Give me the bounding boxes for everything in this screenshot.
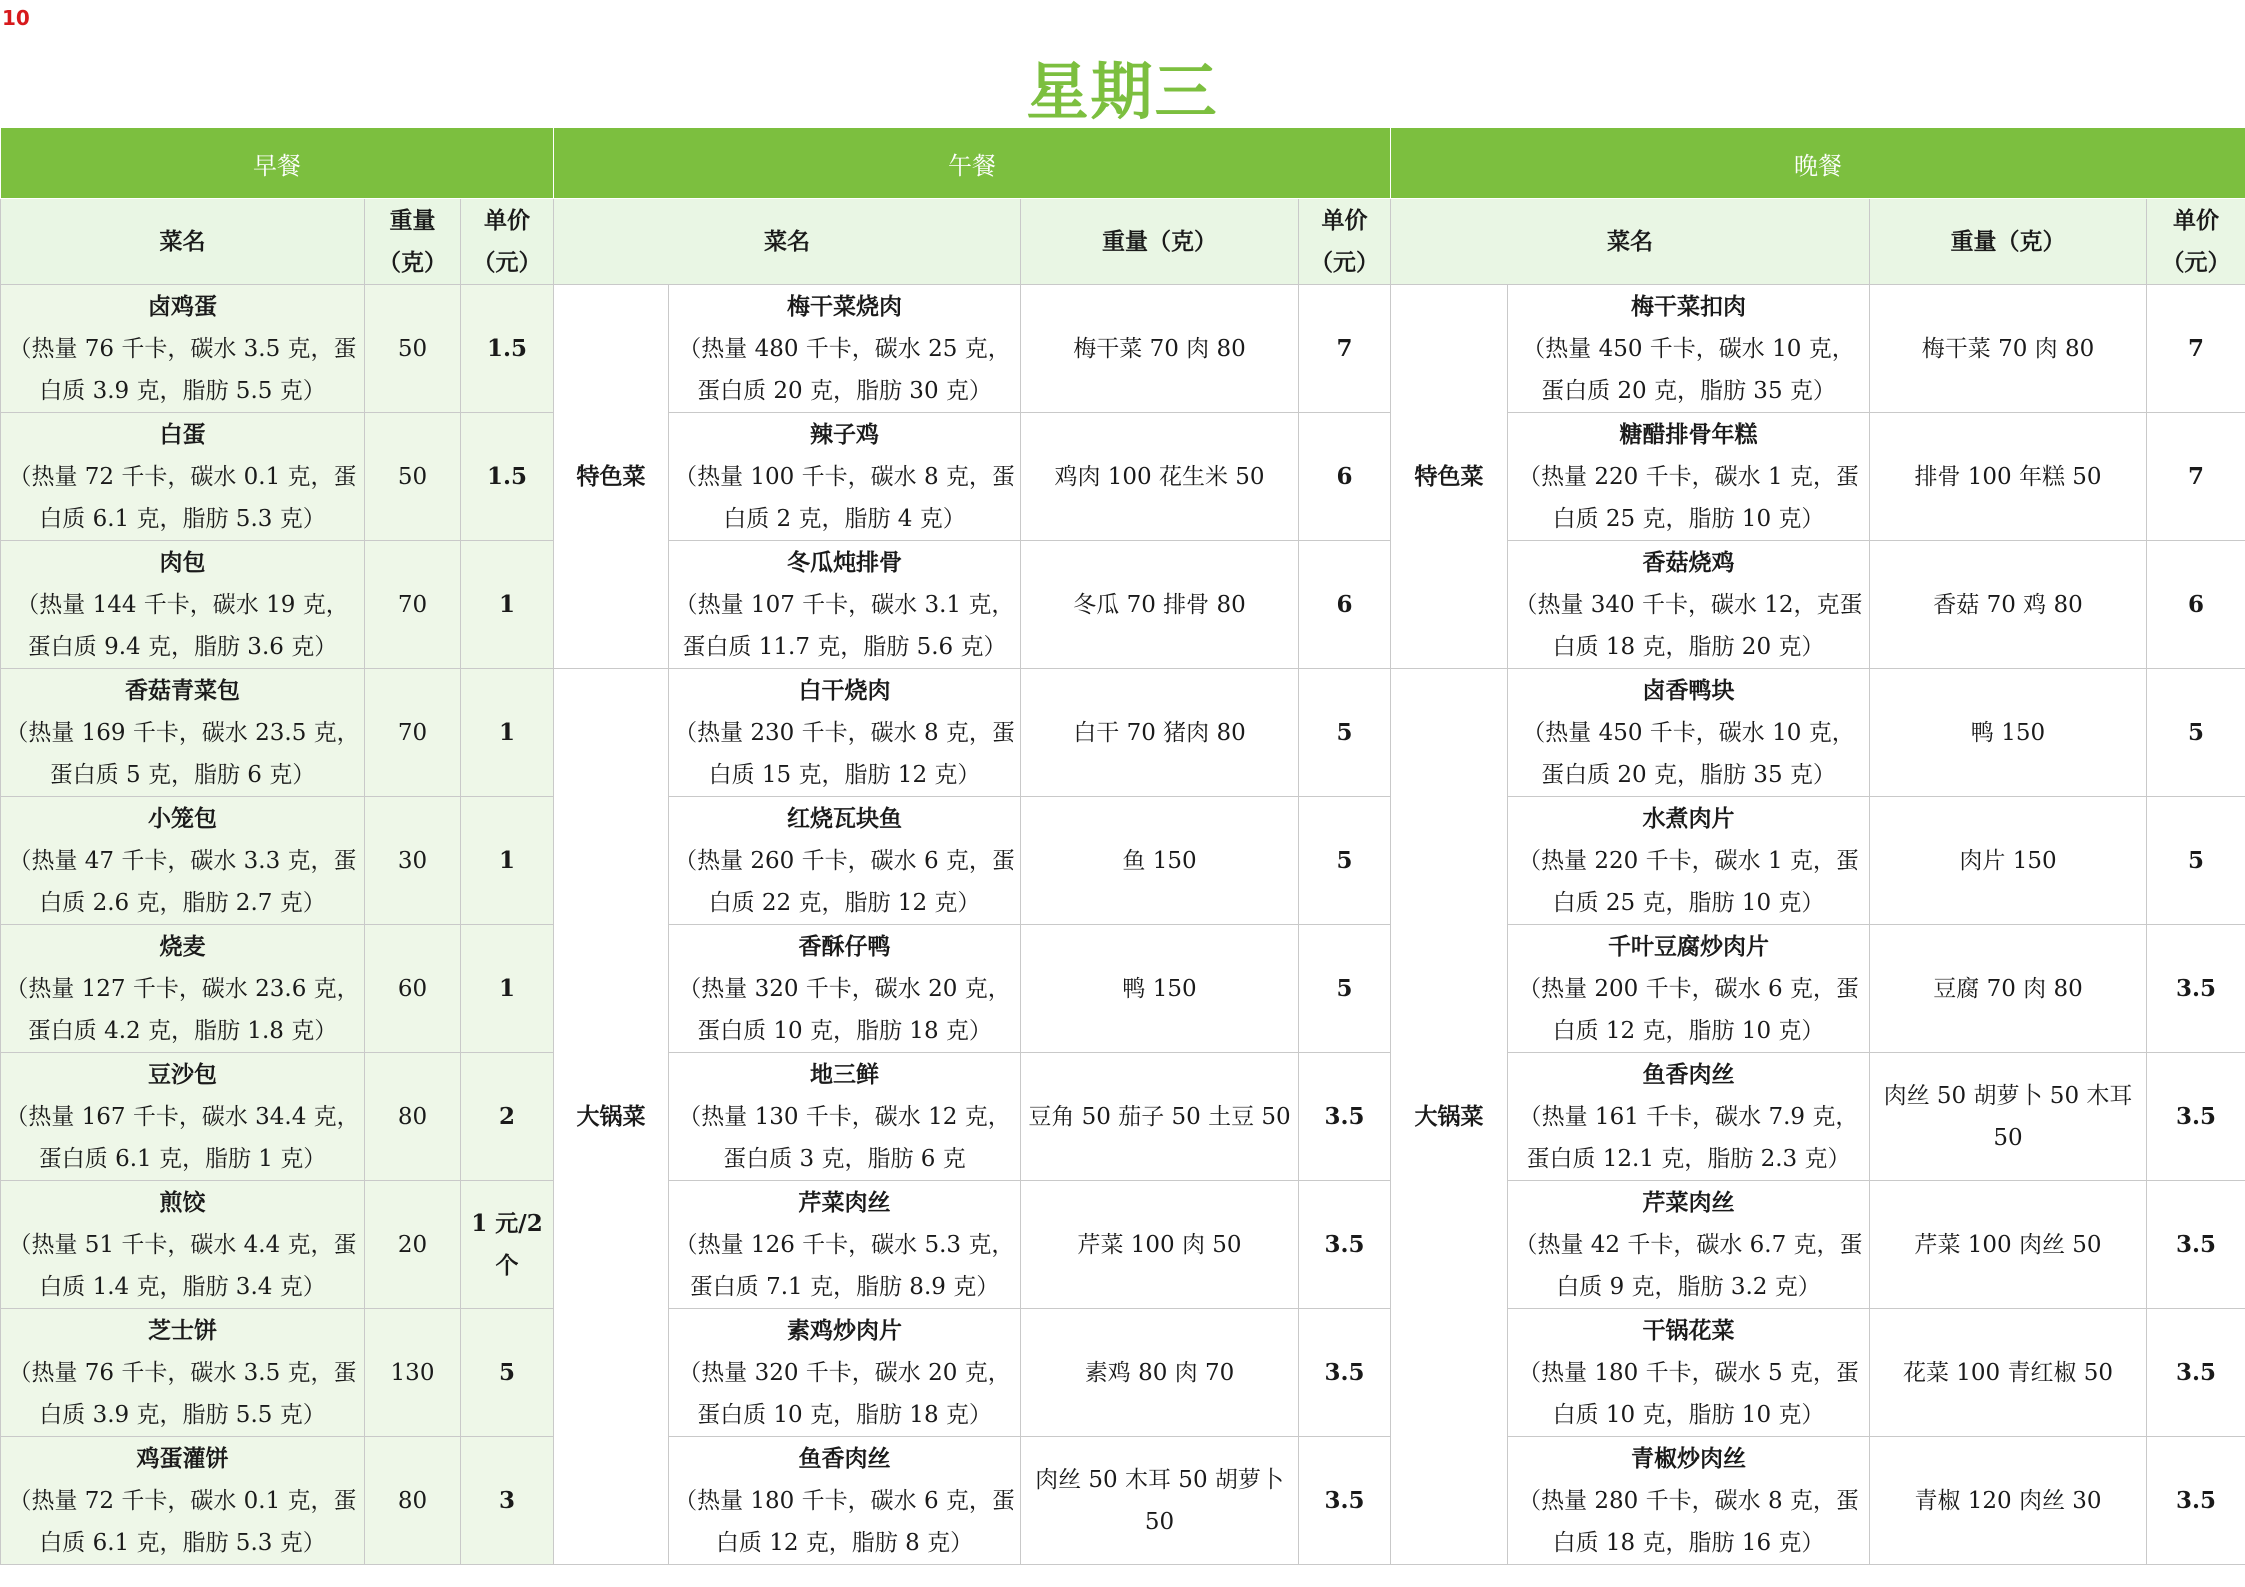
weight-cell: 白干 70 猪肉 80	[1021, 669, 1299, 797]
table-row	[1, 541, 2245, 669]
dish-cell	[1508, 1181, 1870, 1309]
dish-cell	[1, 1181, 365, 1309]
dish-name: 卤香鸭块	[1642, 676, 1735, 704]
dish-nutrition: （热量 72 千卡，碳水 0.1 克，蛋白质 6.1 克，脂肪 5.3 克）	[8, 1487, 357, 1556]
table-row	[1, 925, 2245, 1053]
dish-name: 鸡蛋灌饼	[136, 1444, 229, 1472]
dish-cell	[669, 925, 1021, 1053]
dish-nutrition: （热量 260 千卡，碳水 6 克，蛋白质 22 克，脂肪 12 克）	[674, 847, 1015, 916]
dish-name: 梅干菜烧肉	[787, 292, 902, 320]
dish-nutrition: （热量 180 千卡，碳水 5 克，蛋白质 10 克，脂肪 10 克）	[1518, 1359, 1859, 1428]
weight-cell: 70	[365, 669, 461, 797]
weight-cell: 肉片 150	[1870, 797, 2147, 925]
dish-cell	[669, 1437, 1021, 1565]
price-cell: 1	[461, 797, 554, 925]
dinner-price-header: 单价 （元）	[2147, 199, 2245, 285]
dish-nutrition: （热量 76 千卡，碳水 3.5 克，蛋白质 3.9 克，脂肪 5.5 克）	[8, 1359, 357, 1428]
bf-price-header: 单价 （元）	[461, 199, 554, 285]
dish-cell	[1, 1437, 365, 1565]
table-row	[1, 797, 2245, 925]
weight-cell: 鸭 150	[1021, 925, 1299, 1053]
weight-cell: 素鸡 80 肉 70	[1021, 1309, 1299, 1437]
lunch-dish-header: 菜名	[554, 199, 1021, 285]
weight-cell: 花菜 100 青红椒 50	[1870, 1309, 2147, 1437]
price-cell: 6	[1299, 413, 1391, 541]
price-cell: 3.5	[1299, 1309, 1391, 1437]
price-cell: 5	[1299, 925, 1391, 1053]
price-cell: 5	[1299, 797, 1391, 925]
dish-cell	[1, 541, 365, 669]
dish-nutrition: （热量 42 千卡，碳水 6.7 克，蛋白质 9 克，脂肪 3.2 克）	[1514, 1231, 1863, 1300]
price-cell: 3	[461, 1437, 554, 1565]
weight-cell: 60	[365, 925, 461, 1053]
table-row	[1, 413, 2245, 541]
weight-cell: 70	[365, 541, 461, 669]
dish-name: 水煮肉片	[1642, 804, 1735, 832]
dish-nutrition: （热量 320 千卡，碳水 20 克，蛋白质 10 克，脂肪 18 克）	[678, 1359, 1011, 1428]
price-cell: 2	[461, 1053, 554, 1181]
price-cell: 5	[2147, 797, 2245, 925]
dish-name: 素鸡炒肉片	[787, 1316, 902, 1344]
dinner-category-pot: 大锅菜	[1391, 669, 1508, 1565]
weight-cell: 芹菜 100 肉 50	[1021, 1181, 1299, 1309]
dish-name: 烧麦	[159, 932, 206, 960]
dish-name: 香酥仔鸭	[798, 932, 891, 960]
dish-nutrition: （热量 320 千卡，碳水 20 克，蛋白质 10 克，脂肪 18 克）	[678, 975, 1011, 1044]
price-cell: 7	[1299, 285, 1391, 413]
weight-cell: 豆角 50 茄子 50 土豆 50	[1021, 1053, 1299, 1181]
weight-cell: 肉丝 50 木耳 50 胡萝卜 50	[1021, 1437, 1299, 1565]
dish-cell	[1, 797, 365, 925]
price-cell: 1	[461, 925, 554, 1053]
dish-name: 青椒炒肉丝	[1631, 1444, 1746, 1472]
price-cell: 3.5	[2147, 1181, 2245, 1309]
weight-cell: 鸭 150	[1870, 669, 2147, 797]
dish-cell	[1508, 925, 1870, 1053]
bf-weight-header: 重量 （克）	[365, 199, 461, 285]
dish-nutrition: （热量 76 千卡，碳水 3.5 克，蛋白质 3.9 克，脂肪 5.5 克）	[8, 335, 357, 404]
price-cell: 1	[461, 669, 554, 797]
lunch-weight-header: 重量（克）	[1021, 199, 1299, 285]
price-cell: 1.5	[461, 413, 554, 541]
dish-cell	[1508, 1437, 1870, 1565]
dish-cell	[1508, 285, 1870, 413]
dish-cell	[1, 925, 365, 1053]
dish-cell	[1, 669, 365, 797]
weight-cell: 豆腐 70 肉 80	[1870, 925, 2147, 1053]
dish-name: 香菇青菜包	[125, 676, 240, 704]
dish-name: 小笼包	[148, 804, 217, 832]
dish-cell	[1, 413, 365, 541]
dish-nutrition: （热量 161 千卡，碳水 7.9 克，蛋白质 12.1 克，脂肪 2.3 克）	[1518, 1103, 1859, 1172]
price-cell: 5	[1299, 669, 1391, 797]
dish-nutrition: （热量 167 千卡，碳水 34.4 克，蛋白质 6.1 克，脂肪 1 克）	[5, 1103, 360, 1172]
dish-name: 煎饺	[159, 1188, 206, 1216]
dish-name: 地三鲜	[810, 1060, 879, 1088]
dish-cell	[1, 285, 365, 413]
dish-nutrition: （热量 200 千卡，碳水 6 克，蛋白质 12 克，脂肪 10 克）	[1518, 975, 1859, 1044]
table-row	[1, 1309, 2245, 1437]
price-cell: 1.5	[461, 285, 554, 413]
weight-cell: 冬瓜 70 排骨 80	[1021, 541, 1299, 669]
dish-nutrition: （热量 340 千卡，碳水 12，克蛋白质 18 克，脂肪 20 克）	[1514, 591, 1863, 660]
price-cell: 3.5	[2147, 925, 2245, 1053]
dish-cell	[1, 1053, 365, 1181]
price-cell: 5	[2147, 669, 2245, 797]
column-header-row	[1, 199, 2245, 285]
dish-nutrition: （热量 450 千卡，碳水 10 克，蛋白质 20 克，脂肪 35 克）	[1522, 335, 1855, 404]
dish-cell	[1508, 413, 1870, 541]
dish-name: 干锅花菜	[1642, 1316, 1735, 1344]
dish-name: 白干烧肉	[798, 676, 891, 704]
dish-nutrition: （热量 169 千卡，碳水 23.5 克，蛋白质 5 克，脂肪 6 克）	[5, 719, 360, 788]
dish-name: 鱼香肉丝	[798, 1444, 891, 1472]
dish-name: 肉包	[159, 548, 206, 576]
dish-name: 芹菜肉丝	[1642, 1188, 1735, 1216]
dish-cell	[1508, 541, 1870, 669]
dish-name: 白蛋	[159, 420, 206, 448]
dish-name: 芝士饼	[148, 1316, 217, 1344]
dish-nutrition: （热量 126 千卡，碳水 5.3 克，蛋白质 7.1 克，脂肪 8.9 克）	[674, 1231, 1015, 1300]
weight-cell: 肉丝 50 胡萝卜 50 木耳 50	[1870, 1053, 2147, 1181]
weight-cell: 梅干菜 70 肉 80	[1021, 285, 1299, 413]
weight-cell: 50	[365, 413, 461, 541]
dinner-weight-header: 重量（克）	[1870, 199, 2147, 285]
price-cell: 7	[2147, 285, 2245, 413]
dish-cell	[669, 1309, 1021, 1437]
weight-cell: 130	[365, 1309, 461, 1437]
price-cell: 6	[1299, 541, 1391, 669]
weight-cell: 鸡肉 100 花生米 50	[1021, 413, 1299, 541]
weight-cell: 鱼 150	[1021, 797, 1299, 925]
price-cell: 3.5	[2147, 1053, 2245, 1181]
dish-nutrition: （热量 144 千卡，碳水 19 克，蛋白质 9.4 克，脂肪 3.6 克）	[16, 591, 349, 660]
dinner-category-special: 特色菜	[1391, 285, 1508, 669]
table-row	[1, 1181, 2245, 1309]
dish-nutrition: （热量 180 千卡，碳水 6 克，蛋白质 12 克，脂肪 8 克）	[674, 1487, 1015, 1556]
weight-cell: 排骨 100 年糕 50	[1870, 413, 2147, 541]
dish-nutrition: （热量 220 千卡，碳水 1 克，蛋白质 25 克，脂肪 10 克）	[1518, 463, 1859, 532]
dish-nutrition: （热量 100 千卡，碳水 8 克，蛋白质 2 克，脂肪 4 克）	[674, 463, 1015, 532]
dish-cell	[669, 1181, 1021, 1309]
dinner-header: 晚餐	[1391, 128, 2245, 199]
price-cell: 6	[2147, 541, 2245, 669]
dish-name: 冬瓜炖排骨	[787, 548, 902, 576]
dish-cell	[669, 669, 1021, 797]
weight-cell: 80	[365, 1053, 461, 1181]
table-row	[1, 285, 2245, 413]
dish-name: 豆沙包	[148, 1060, 217, 1088]
lunch-price-header: 单价 （元）	[1299, 199, 1391, 285]
dish-nutrition: （热量 480 千卡，碳水 25 克，蛋白质 20 克，脂肪 30 克）	[678, 335, 1011, 404]
meal-header-row	[1, 128, 2245, 199]
dish-cell	[1508, 1053, 1870, 1181]
weight-cell: 50	[365, 285, 461, 413]
price-cell: 3.5	[1299, 1437, 1391, 1565]
weight-cell: 梅干菜 70 肉 80	[1870, 285, 2147, 413]
dish-name: 红烧瓦块鱼	[787, 804, 902, 832]
weight-cell: 80	[365, 1437, 461, 1565]
weight-cell: 20	[365, 1181, 461, 1309]
breakfast-header: 早餐	[1, 128, 554, 199]
dish-cell	[669, 541, 1021, 669]
dish-name: 梅干菜扣肉	[1631, 292, 1746, 320]
dish-name: 香菇烧鸡	[1642, 548, 1735, 576]
price-cell: 3.5	[2147, 1437, 2245, 1565]
price-cell: 1	[461, 541, 554, 669]
page-title: 星期三	[1026, 55, 1219, 128]
dish-name: 鱼香肉丝	[1642, 1060, 1735, 1088]
dish-nutrition: （热量 130 千卡，碳水 12 克，蛋白质 3 克，脂肪 6 克	[678, 1103, 1011, 1172]
dish-nutrition: （热量 51 千卡，碳水 4.4 克，蛋白质 1.4 克，脂肪 3.4 克）	[8, 1231, 357, 1300]
dish-name: 糖醋排骨年糕	[1619, 420, 1758, 448]
dish-cell	[669, 413, 1021, 541]
table-row	[1, 1437, 2245, 1565]
dish-nutrition: （热量 72 千卡，碳水 0.1 克，蛋白质 6.1 克，脂肪 5.3 克）	[8, 463, 357, 532]
weight-cell: 青椒 120 肉丝 30	[1870, 1437, 2147, 1565]
dish-cell	[1508, 1309, 1870, 1437]
price-cell: 7	[2147, 413, 2245, 541]
dish-cell	[1, 1309, 365, 1437]
dish-name: 辣子鸡	[810, 420, 879, 448]
dish-cell	[1508, 797, 1870, 925]
dish-nutrition: （热量 230 千卡，碳水 8 克，蛋白质 15 克，脂肪 12 克）	[674, 719, 1015, 788]
weight-cell: 芹菜 100 肉丝 50	[1870, 1181, 2147, 1309]
price-cell: 5	[461, 1309, 554, 1437]
table-row	[1, 669, 2245, 797]
lunch-category-pot: 大锅菜	[554, 669, 669, 1565]
dish-nutrition: （热量 220 千卡，碳水 1 克，蛋白质 25 克，脂肪 10 克）	[1518, 847, 1859, 916]
dish-nutrition: （热量 450 千卡，碳水 10 克，蛋白质 20 克，脂肪 35 克）	[1522, 719, 1855, 788]
weight-cell: 30	[365, 797, 461, 925]
lunch-category-special: 特色菜	[554, 285, 669, 669]
dinner-dish-header: 菜名	[1391, 199, 1870, 285]
dish-nutrition: （热量 107 千卡，碳水 3.1 克，蛋白质 11.7 克，脂肪 5.6 克）	[674, 591, 1015, 660]
lunch-header: 午餐	[554, 128, 1391, 199]
dish-cell	[1508, 669, 1870, 797]
price-cell: 3.5	[2147, 1309, 2245, 1437]
price-cell: 3.5	[1299, 1181, 1391, 1309]
weight-cell: 香菇 70 鸡 80	[1870, 541, 2147, 669]
dish-nutrition: （热量 47 千卡，碳水 3.3 克，蛋白质 2.6 克，脂肪 2.7 克）	[8, 847, 357, 916]
dish-cell	[669, 1053, 1021, 1181]
dish-name: 千叶豆腐炒肉片	[1608, 932, 1769, 960]
dish-name: 芹菜肉丝	[798, 1188, 891, 1216]
price-cell: 3.5	[1299, 1053, 1391, 1181]
menu-table	[0, 127, 2245, 1565]
dish-nutrition: （热量 280 千卡，碳水 8 克，蛋白质 18 克，脂肪 16 克）	[1518, 1487, 1859, 1556]
price-cell: 1 元/2 个	[461, 1181, 554, 1309]
page-number: 10	[2, 6, 30, 30]
bf-dish-header: 菜名	[1, 199, 365, 285]
dish-cell	[669, 797, 1021, 925]
dish-cell	[669, 285, 1021, 413]
dish-nutrition: （热量 127 千卡，碳水 23.6 克，蛋白质 4.2 克，脂肪 1.8 克）	[5, 975, 360, 1044]
table-row	[1, 1053, 2245, 1181]
dish-name: 卤鸡蛋	[148, 292, 217, 320]
